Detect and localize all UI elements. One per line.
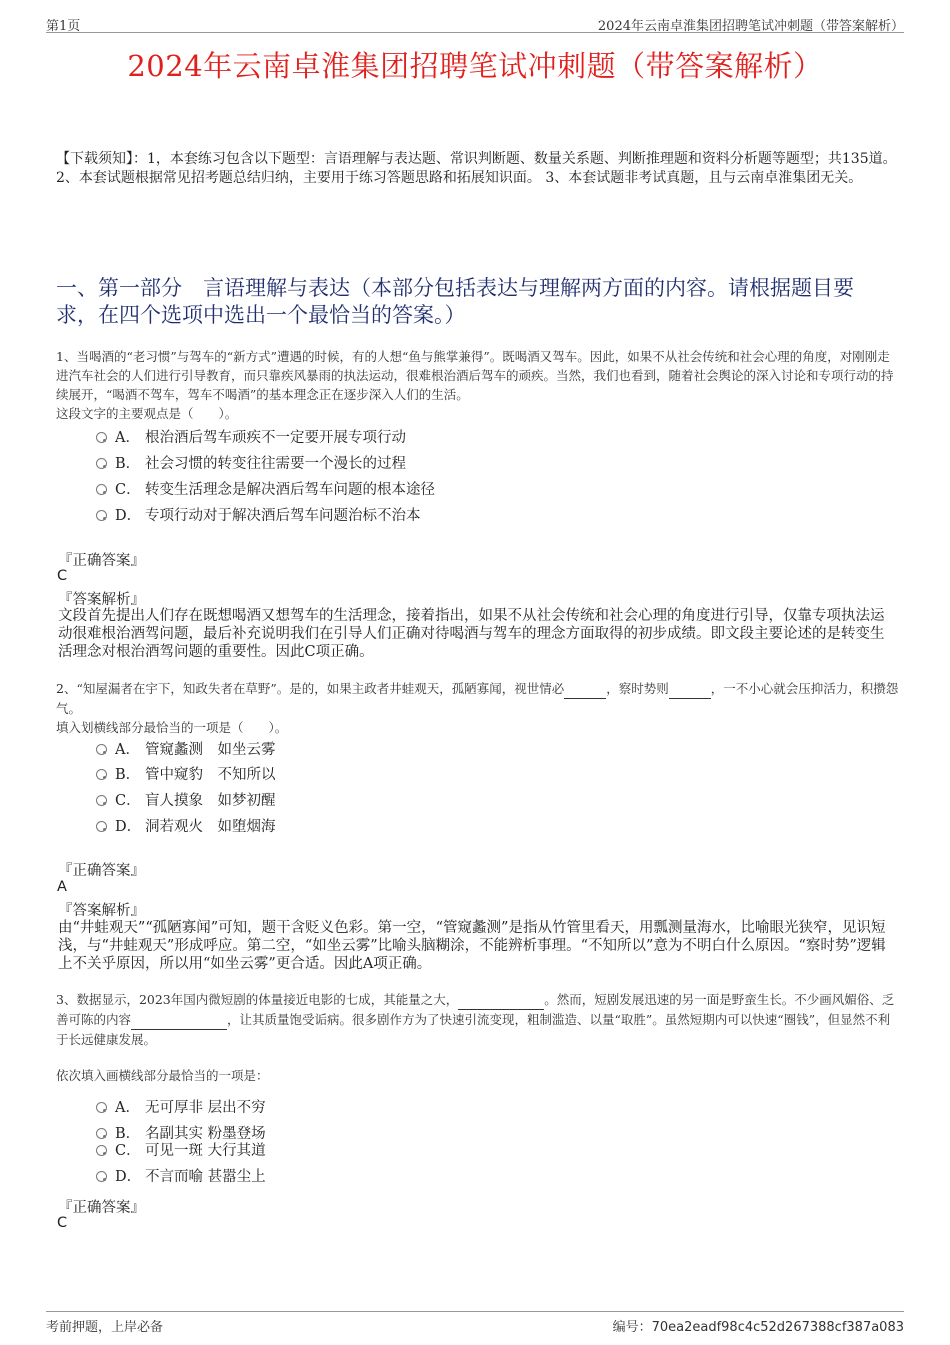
question-3-option-a[interactable]: A． 无可厚非 层出不穷 — [96, 1098, 266, 1118]
question-1-option-a[interactable]: A． 根治酒后驾车顽疾不一定要开展专项行动 — [96, 428, 406, 448]
question-2-analysis: 由“井蛙观天”“孤陋寡闻”可知，题干含贬义色彩。第一空，“管窥蠡测”是指从竹管里看天，用瓢测量海水，比喻眼光狭窄，见识短浅，与“井蛙观天”形成呼应。第二空，“如坐云雾”比喻头脑糊涂，不能辨析事理。“不知所以”意为不明白什么原因。“察时势”逻辑上不关乎原因，所以用“如坐云雾”更合适。因此A项正确。 — [58, 920, 886, 972]
radio-icon[interactable] — [96, 1128, 107, 1139]
question-2 — [56, 679, 900, 737]
radio-icon[interactable] — [96, 432, 107, 443]
question-1-prompt: 这段文字的主要观点是（ ）。 — [56, 406, 238, 421]
radio-icon[interactable] — [96, 510, 107, 521]
radio-icon[interactable] — [96, 769, 107, 780]
radio-icon[interactable] — [96, 458, 107, 469]
question-1-analysis: 文段首先提出人们存在既想喝酒又想驾车的生活理念，接着指出，如果不从社会传统和社会心理的角度进行引导，仅靠专项执法运动很难根治酒驾问题，最后补充说明我们在引导人们正确对待喝酒与驾车的理念方面取得的初步成绩。即文段主要论述的是转变生活理念对根治酒驾问题的重要性。因此C项正确。 — [58, 608, 885, 660]
radio-icon[interactable] — [96, 484, 107, 495]
question-2-option-b[interactable]: B． 管中窥豹 不知所以 — [96, 765, 276, 785]
radio-icon[interactable] — [96, 821, 107, 832]
document-title: 2024年云南卓淮集团招聘笔试冲刺题（带答案解析） — [127, 49, 823, 83]
question-3-option-b[interactable]: B． 名副其实 粉墨登场 — [96, 1124, 266, 1144]
radio-icon[interactable] — [96, 1171, 107, 1182]
question-2-option-a[interactable]: A． 管窥蠡测 如坐云雾 — [96, 740, 276, 760]
page-footer — [46, 1311, 904, 1334]
radio-icon[interactable] — [96, 1102, 107, 1113]
section-title: 一、第一部分 言语理解与表达（本部分包括表达与理解两方面的内容。请根据题目要求，在四个选项中选出一个最恰当的答案。） — [56, 276, 854, 327]
question-3-prompt: 依次填入画横线部分最恰当的一项是： — [56, 1068, 269, 1083]
question-3 — [56, 990, 900, 1049]
question-3-answer: C — [57, 1215, 68, 1231]
question-1 — [56, 347, 900, 423]
question-3-option-d[interactable]: D． 不言而喻 甚嚣尘上 — [96, 1167, 266, 1187]
fill-blank — [458, 990, 544, 1010]
question-2-prompt: 填入划横线部分最恰当的一项是（ ）。 — [56, 720, 288, 735]
radio-icon[interactable] — [96, 795, 107, 806]
question-1-stem: 1、当喝酒的“老习惯”与驾车的“新方式”遭遇的时候，有的人想“鱼与熊掌兼得”。既喝酒又驾车。因此，如果不从社会传统和社会心理的角度，对刚刚走进汽车社会的人们进行引导教育，而只靠疾风暴雨的执法运动，很难根治酒后驾车的顽疾。当然，我们也看到，随着社会舆论的深入讨论和专项行动的持续展开，“喝酒不驾车，驾车不喝酒”的基本理念正在逐步深入人们的生活。 — [56, 349, 894, 402]
header-doc-title: 2024年云南卓淮集团招聘笔试冲刺题（带答案解析） — [597, 19, 904, 34]
question-2-option-d[interactable]: D． 洞若观火 如堕烟海 — [96, 817, 276, 837]
radio-icon[interactable] — [96, 1145, 107, 1156]
question-1-option-d[interactable]: D． 专项行动对于解决酒后驾车问题治标不治本 — [96, 506, 421, 526]
radio-icon[interactable] — [96, 744, 107, 755]
question-1-answer: C — [57, 568, 68, 584]
footer-code: 编号：70ea2eadf98c4c52d267388cf387a083 — [612, 1320, 904, 1335]
page-number: 第1页 — [46, 19, 81, 34]
fill-blank — [131, 1010, 227, 1030]
fill-blank — [564, 679, 606, 699]
question-2-analysis-label: 『答案解析』 — [58, 903, 145, 919]
download-notice: 【下载须知】：1，本套练习包含以下题型：言语理解与表达题、常识判断题、数量关系题、判断推理题和资料分析题等题型；共135道。 2、本套试题根据常见招考题总结归纳，主要用于练习答题思路和拓展知识面。 3、本套试题非考试真题，且与云南卓淮集团无关。 — [56, 151, 897, 186]
question-2-answer: A — [57, 879, 67, 895]
footer-slogan: 考前押题，上岸必备 — [46, 1320, 164, 1335]
question-1-answer-label: 『正确答案』 — [58, 553, 145, 569]
question-1-option-b[interactable]: B． 社会习惯的转变往往需要一个漫长的过程 — [96, 454, 406, 474]
page-header — [46, 12, 904, 33]
question-2-option-c[interactable]: C． 盲人摸象 如梦初醒 — [96, 791, 276, 811]
question-2-answer-label: 『正确答案』 — [58, 863, 145, 879]
question-1-analysis-label: 『答案解析』 — [58, 592, 145, 608]
question-3-stem: 3、数据显示，2023年国内微短剧的体量接近电影的七成，其能量之大， 。然而，短剧发展迅速的另一面是野蛮生长。不少画风媚俗、乏善可陈的内容 ，让其质量饱受诟病。很多剧作方为了快速引流变现，粗制滥造、以量“取胜”。虽然短期内可以快速“圈钱”，但显然不利于长远健康发展。 — [56, 992, 895, 1047]
question-1-option-c[interactable]: C． 转变生活理念是解决酒后驾车问题的根本途径 — [96, 480, 435, 500]
question-3-answer-label: 『正确答案』 — [58, 1200, 145, 1216]
question-2-stem: 2、“知屋漏者在宇下，知政失者在草野”。是的，如果主政者井蛙观天，孤陋寡闻，视世情必 ，察时势则 ，一不小心就会压抑活力，积攒怨气。 — [56, 681, 899, 716]
question-3-option-c[interactable]: C． 可见一斑 大行其道 — [96, 1141, 266, 1161]
fill-blank — [669, 679, 711, 699]
